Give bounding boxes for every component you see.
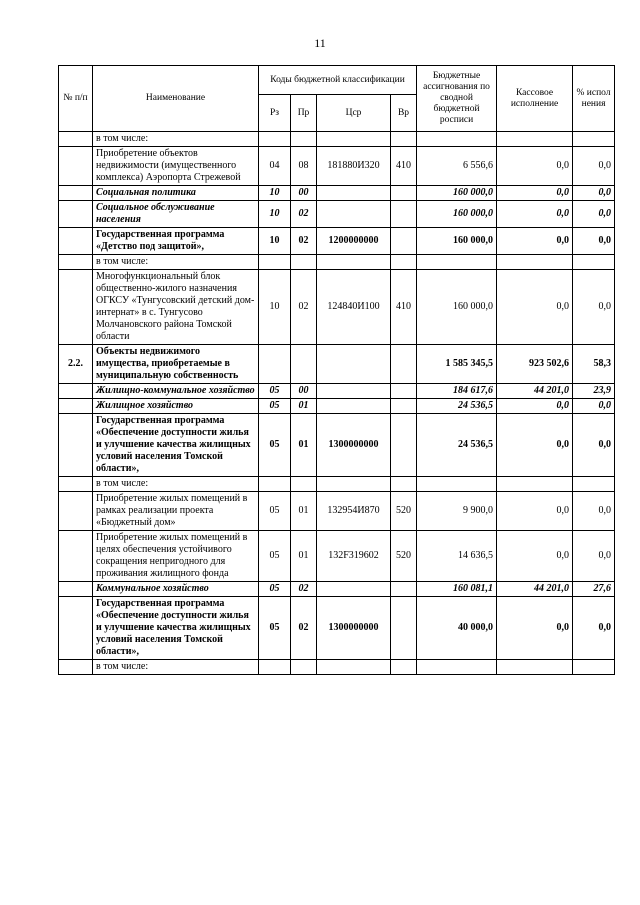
table-row — [59, 399, 615, 414]
row-pr: 02 — [291, 597, 317, 660]
row-vr — [391, 582, 417, 597]
row-number — [59, 531, 93, 582]
row-rz: 10 — [259, 201, 291, 228]
row-vr: 520 — [391, 531, 417, 582]
row-rz: 10 — [259, 270, 291, 345]
row-assignment — [417, 477, 497, 492]
row-csr — [317, 582, 391, 597]
table-row — [59, 132, 615, 147]
row-rz: 05 — [259, 384, 291, 399]
row-rz: 10 — [259, 228, 291, 255]
row-pr: 02 — [291, 582, 317, 597]
row-name: Объекты недвижимого имущества, приобретаемые в муниципальную собственность — [93, 345, 259, 384]
row-pr — [291, 477, 317, 492]
row-cash-execution — [497, 477, 573, 492]
row-cash-execution — [497, 255, 573, 270]
row-name: Коммунальное хозяйство — [93, 582, 259, 597]
row-assignment: 14 636,5 — [417, 531, 497, 582]
header-row — [59, 66, 615, 95]
row-number: 2.2. — [59, 345, 93, 384]
row-name: Приобретение жилых помещений в целях обеспечения устойчивого сокращения непригодного для проживания жилищного фонда — [93, 531, 259, 582]
row-number — [59, 132, 93, 147]
row-rz — [259, 477, 291, 492]
row-cash-execution: 44 201,0 — [497, 384, 573, 399]
row-csr: 1300000000 — [317, 597, 391, 660]
header-pr: Пр — [291, 95, 317, 132]
row-number — [59, 228, 93, 255]
row-csr — [317, 345, 391, 384]
table-row — [59, 597, 615, 660]
table-row — [59, 414, 615, 477]
row-rz: 05 — [259, 597, 291, 660]
row-cash-execution: 0,0 — [497, 414, 573, 477]
row-vr: 410 — [391, 147, 417, 186]
row-number — [59, 270, 93, 345]
table-row — [59, 228, 615, 255]
table-row — [59, 186, 615, 201]
table-row — [59, 384, 615, 399]
row-percent — [573, 660, 615, 675]
row-csr — [317, 186, 391, 201]
row-csr — [317, 201, 391, 228]
row-cash-execution: 44 201,0 — [497, 582, 573, 597]
row-name: Многофункциональный блок общественно-жилого назначения ОГКСУ «Тунгусовский детский дом-интернат» в с. Тунгусово Молчановского района Томской области — [93, 270, 259, 345]
row-number — [59, 477, 93, 492]
table-row — [59, 147, 615, 186]
row-percent: 0,0 — [573, 399, 615, 414]
row-vr — [391, 186, 417, 201]
row-assignment: 160 081,1 — [417, 582, 497, 597]
row-csr — [317, 255, 391, 270]
row-name: Государственная программа «Детство под защитой», — [93, 228, 259, 255]
row-cash-execution: 0,0 — [497, 492, 573, 531]
row-rz: 10 — [259, 186, 291, 201]
row-name: Социальное обслуживание населения — [93, 201, 259, 228]
row-percent: 23,9 — [573, 384, 615, 399]
row-assignment: 9 900,0 — [417, 492, 497, 531]
row-pr: 00 — [291, 186, 317, 201]
row-vr: 520 — [391, 492, 417, 531]
row-pr: 01 — [291, 414, 317, 477]
row-assignment — [417, 660, 497, 675]
row-cash-execution: 0,0 — [497, 228, 573, 255]
header-name: Наименование — [93, 66, 259, 132]
row-pr — [291, 132, 317, 147]
row-percent: 0,0 — [573, 597, 615, 660]
row-pr — [291, 345, 317, 384]
row-name: в том числе: — [93, 132, 259, 147]
row-rz: 05 — [259, 399, 291, 414]
row-vr — [391, 255, 417, 270]
row-assignment: 160 000,0 — [417, 201, 497, 228]
row-rz — [259, 255, 291, 270]
row-csr: 132954И870 — [317, 492, 391, 531]
row-percent — [573, 477, 615, 492]
row-name: Приобретение жилых помещений в рамках реализации проекта «Бюджетный дом» — [93, 492, 259, 531]
row-csr: 1200000000 — [317, 228, 391, 255]
row-csr — [317, 477, 391, 492]
row-name: Государственная программа «Обеспечение доступности жилья и улучшение качества жилищных условий населения Томской области», — [93, 597, 259, 660]
row-csr — [317, 384, 391, 399]
row-pr: 01 — [291, 399, 317, 414]
row-vr — [391, 399, 417, 414]
row-vr — [391, 477, 417, 492]
header-cash: Кассовое исполнение — [497, 66, 573, 132]
row-pr: 01 — [291, 531, 317, 582]
row-cash-execution — [497, 132, 573, 147]
table-row — [59, 582, 615, 597]
row-name: в том числе: — [93, 660, 259, 675]
table-row — [59, 660, 615, 675]
table-row — [59, 477, 615, 492]
row-percent: 0,0 — [573, 201, 615, 228]
row-vr — [391, 228, 417, 255]
row-rz — [259, 345, 291, 384]
row-csr: 132F319602 — [317, 531, 391, 582]
table-row — [59, 492, 615, 531]
row-assignment — [417, 255, 497, 270]
header-num: № п/п — [59, 66, 93, 132]
row-pr: 02 — [291, 228, 317, 255]
row-number — [59, 660, 93, 675]
row-assignment: 160 000,0 — [417, 228, 497, 255]
row-cash-execution: 923 502,6 — [497, 345, 573, 384]
row-name: в том числе: — [93, 255, 259, 270]
row-percent: 58,3 — [573, 345, 615, 384]
row-percent: 0,0 — [573, 492, 615, 531]
row-assignment: 24 536,5 — [417, 399, 497, 414]
row-name: Жилищно-коммунальное хозяйство — [93, 384, 259, 399]
row-number — [59, 186, 93, 201]
row-number — [59, 384, 93, 399]
row-name: Государственная программа «Обеспечение доступности жилья и улучшение качества жилищных условий населения Томской области», — [93, 414, 259, 477]
row-vr — [391, 660, 417, 675]
row-rz: 05 — [259, 582, 291, 597]
table-body — [59, 132, 615, 675]
row-csr — [317, 132, 391, 147]
row-cash-execution: 0,0 — [497, 531, 573, 582]
row-percent: 27,6 — [573, 582, 615, 597]
header-csr: Цср — [317, 95, 391, 132]
row-percent: 0,0 — [573, 531, 615, 582]
row-name: Приобретение объектов недвижимости (имущественного комплекса) Аэропорта Стрежевой — [93, 147, 259, 186]
row-cash-execution: 0,0 — [497, 270, 573, 345]
row-vr — [391, 345, 417, 384]
row-assignment: 184 617,6 — [417, 384, 497, 399]
row-cash-execution: 0,0 — [497, 186, 573, 201]
row-percent: 0,0 — [573, 414, 615, 477]
row-number — [59, 414, 93, 477]
row-pr: 02 — [291, 201, 317, 228]
row-number — [59, 399, 93, 414]
row-rz — [259, 132, 291, 147]
row-rz: 05 — [259, 414, 291, 477]
table-row — [59, 531, 615, 582]
header-assignments: Бюджетные ассигнования по сводной бюджетной росписи — [417, 66, 497, 132]
row-pr — [291, 660, 317, 675]
row-pr: 08 — [291, 147, 317, 186]
row-name: Жилищное хозяйство — [93, 399, 259, 414]
row-vr — [391, 597, 417, 660]
row-cash-execution — [497, 660, 573, 675]
row-assignment: 6 556,6 — [417, 147, 497, 186]
row-vr — [391, 384, 417, 399]
row-vr — [391, 201, 417, 228]
row-number — [59, 201, 93, 228]
row-csr: 181880И320 — [317, 147, 391, 186]
row-percent — [573, 255, 615, 270]
table-row — [59, 345, 615, 384]
row-percent: 0,0 — [573, 228, 615, 255]
row-pr: 00 — [291, 384, 317, 399]
row-number — [59, 255, 93, 270]
row-csr — [317, 660, 391, 675]
row-assignment: 24 536,5 — [417, 414, 497, 477]
row-number — [59, 582, 93, 597]
page-number: 11 — [314, 36, 326, 50]
row-name: Социальная политика — [93, 186, 259, 201]
row-assignment — [417, 132, 497, 147]
row-assignment: 1 585 345,5 — [417, 345, 497, 384]
row-cash-execution: 0,0 — [497, 597, 573, 660]
row-pr — [291, 255, 317, 270]
header-percent: % испол нения — [573, 66, 615, 132]
row-name: в том числе: — [93, 477, 259, 492]
row-percent: 0,0 — [573, 147, 615, 186]
row-percent: 0,0 — [573, 270, 615, 345]
row-cash-execution: 0,0 — [497, 147, 573, 186]
row-assignment: 40 000,0 — [417, 597, 497, 660]
row-assignment: 160 000,0 — [417, 270, 497, 345]
row-number — [59, 597, 93, 660]
row-pr: 01 — [291, 492, 317, 531]
row-csr: 1300000000 — [317, 414, 391, 477]
budget-table — [58, 65, 615, 675]
row-rz: 05 — [259, 492, 291, 531]
row-percent — [573, 132, 615, 147]
row-csr — [317, 399, 391, 414]
row-csr: 124840И100 — [317, 270, 391, 345]
table-row — [59, 255, 615, 270]
header-vr: Вр — [391, 95, 417, 132]
header-codes: Коды бюджетной классификации — [259, 66, 417, 95]
header-rz: Рз — [259, 95, 291, 132]
row-rz — [259, 660, 291, 675]
row-assignment: 160 000,0 — [417, 186, 497, 201]
row-pr: 02 — [291, 270, 317, 345]
table-row — [59, 201, 615, 228]
row-cash-execution: 0,0 — [497, 399, 573, 414]
row-vr: 410 — [391, 270, 417, 345]
row-rz: 04 — [259, 147, 291, 186]
table-row — [59, 270, 615, 345]
row-percent: 0,0 — [573, 186, 615, 201]
row-vr — [391, 132, 417, 147]
row-vr — [391, 414, 417, 477]
row-number — [59, 147, 93, 186]
row-number — [59, 492, 93, 531]
row-cash-execution: 0,0 — [497, 201, 573, 228]
row-rz: 05 — [259, 531, 291, 582]
